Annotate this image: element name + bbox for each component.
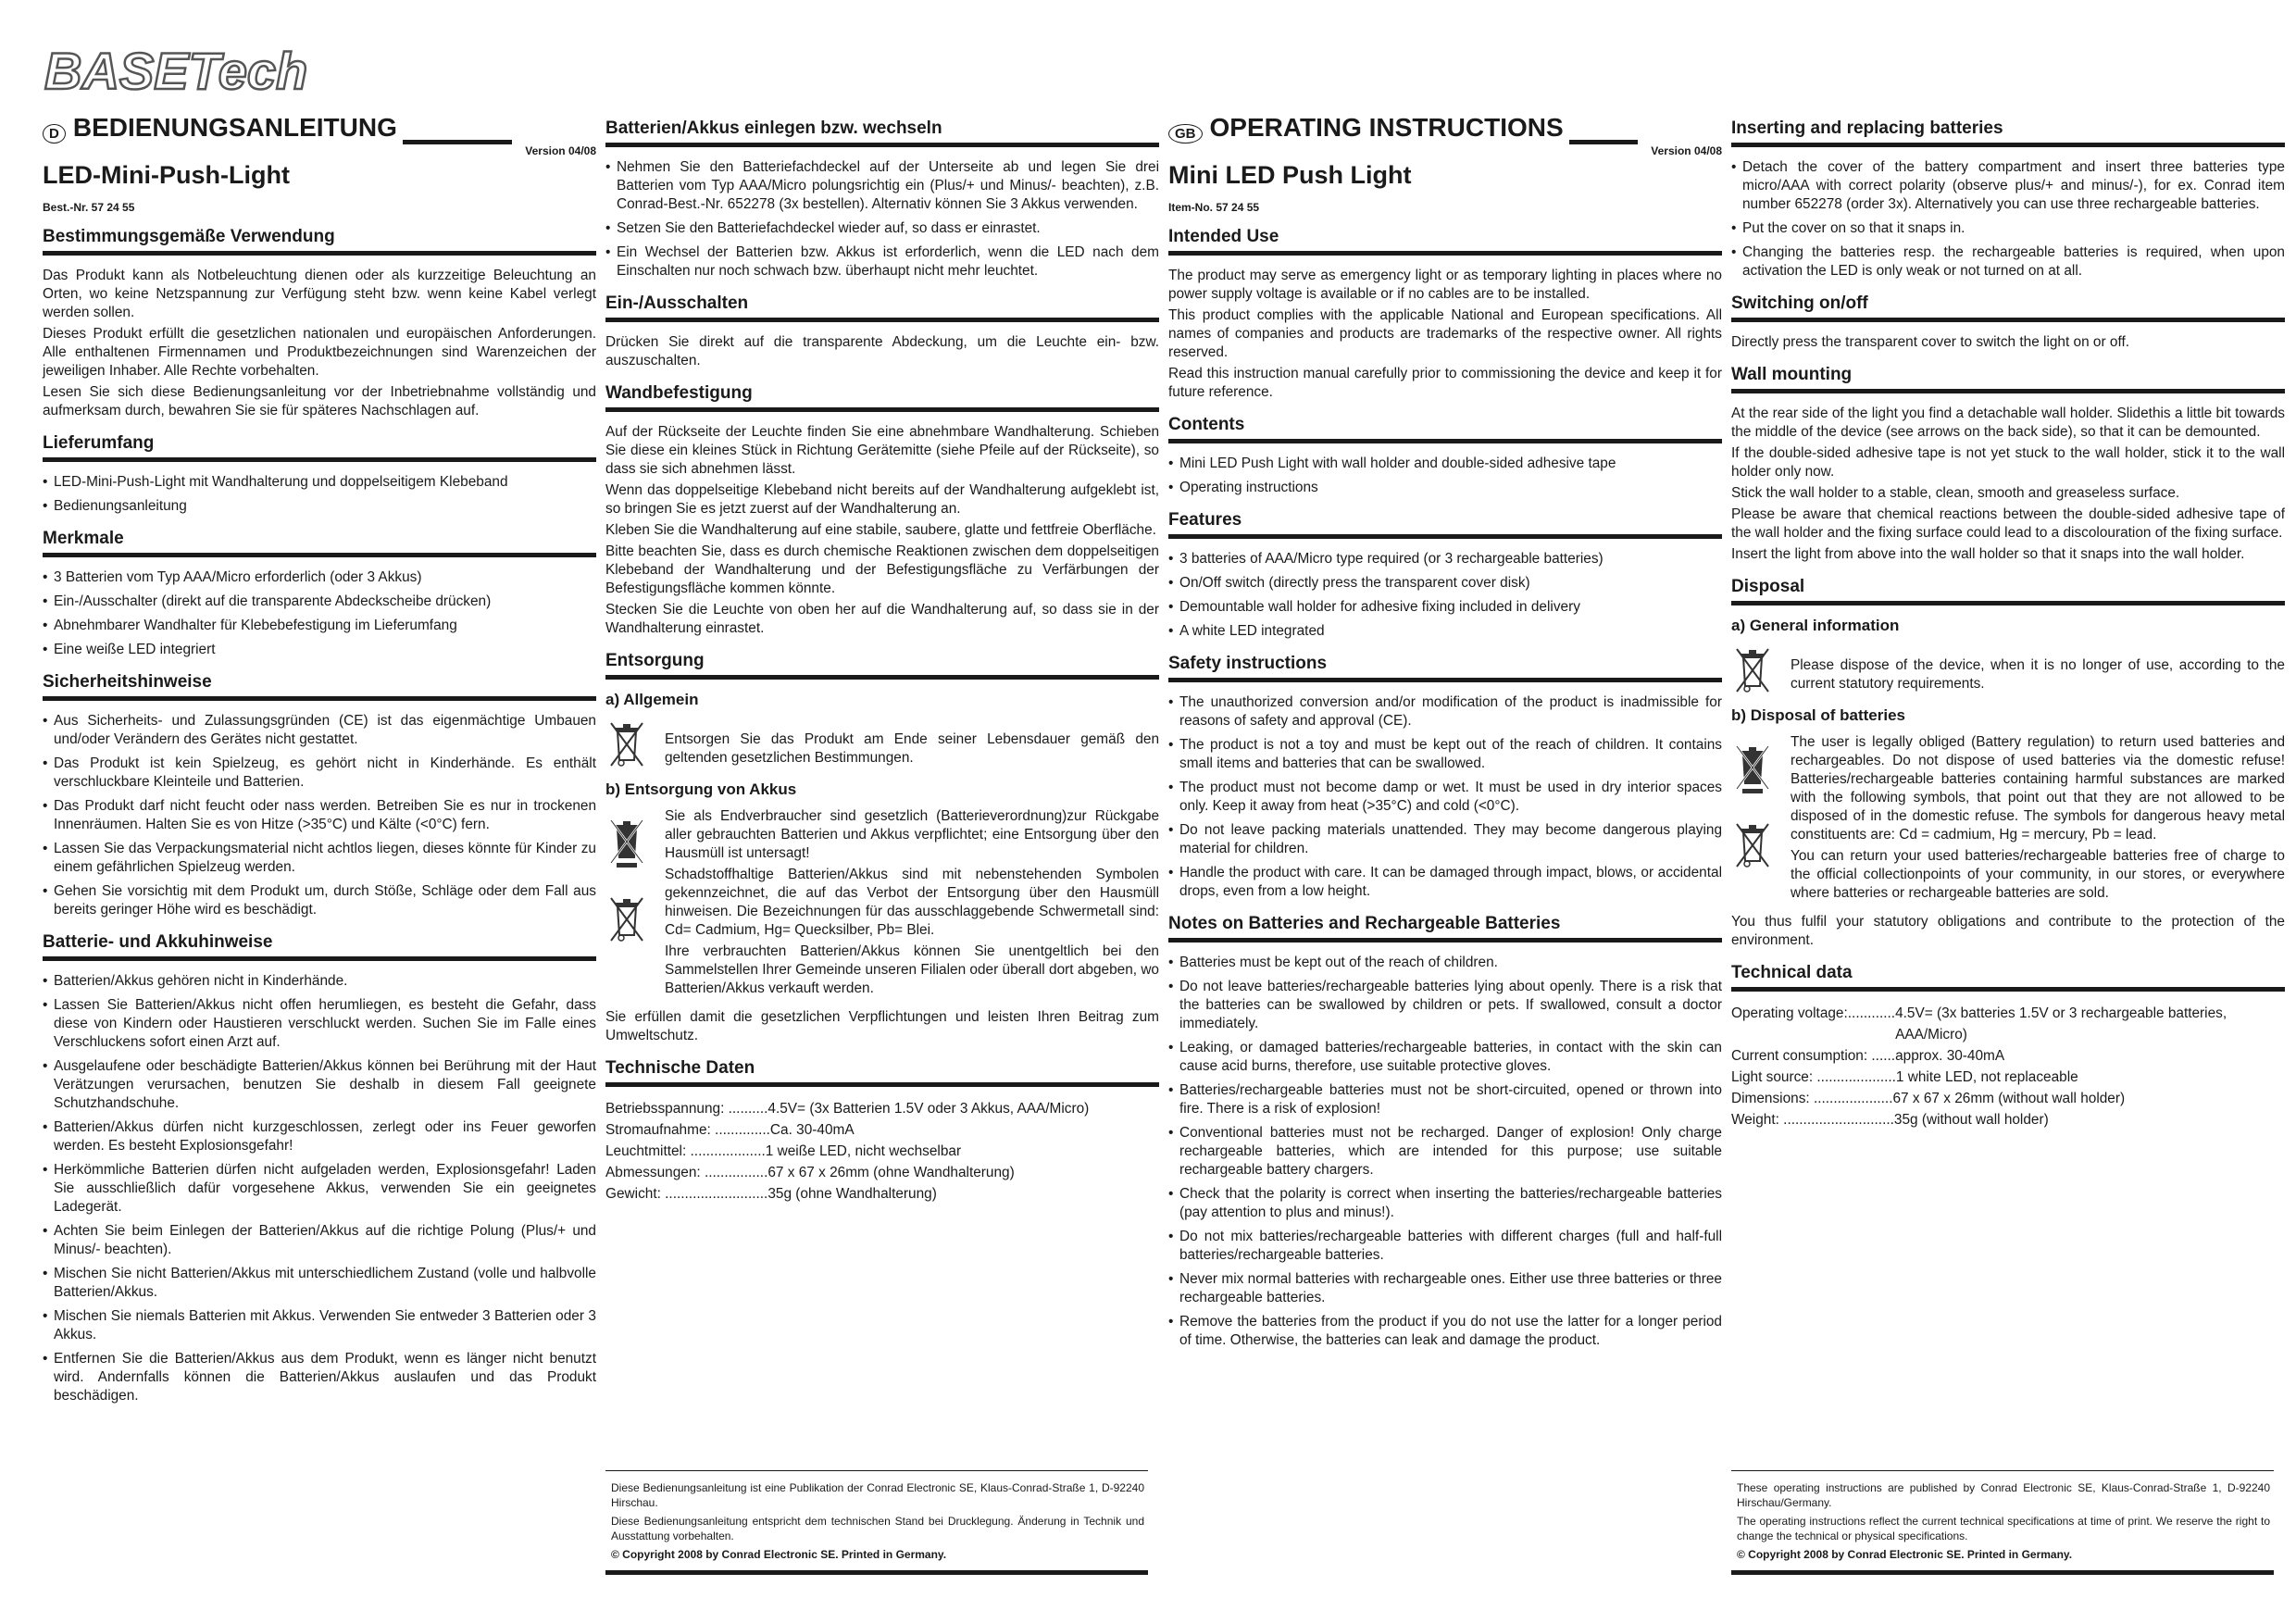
crossed-bin-icon [1731, 820, 1774, 872]
english-main-title: OPERATING INSTRUCTIONS [1209, 113, 1564, 142]
list-item: • The product is not a toy and must be kept out of the reach of children. It contains small items and batteries that can be swallowed. [1168, 736, 1722, 773]
english-item-number: Item-No. 57 24 55 [1168, 201, 1260, 214]
tech-row: Light source: .................... 1 white LED, not replaceable [1731, 1069, 2078, 1085]
lang-badge-gb: GB [1168, 124, 1203, 144]
german-column-1 [43, 113, 596, 1411]
german-title-bar [43, 113, 596, 157]
german-column-2 [605, 113, 1159, 1205]
paragraph: The product may serve as emergency light or as temporary lighting in places where no power supply voltage is available or if no cables are to be installed. [1168, 268, 1722, 302]
list-item: • Setzen Sie den Batteriefachdeckel wieder auf, so dass er einrastet. [605, 219, 1159, 238]
section-heading: Notes on Batteries and Rechargeable Batteries [1168, 914, 1722, 943]
section-heading: Contents [1168, 415, 1722, 443]
list-item: • On/Off switch (directly press the transparent cover disk) [1168, 574, 1722, 593]
basetech-logo [43, 43, 431, 98]
crossed-bin-icon [605, 719, 648, 771]
list-item: • Do not leave packing materials unattended. They may become dangerous playing material for children. [1168, 821, 1722, 858]
paragraph: You can return your used batteries/rechargeable batteries free of charge to the official collectionpoints of your community, in our stores, or everywhere where batteries or rechargeable batteries are sold. [1791, 848, 2285, 901]
lang-badge-de: D [43, 124, 66, 144]
sub-heading: a) Allgemein [605, 691, 699, 708]
paragraph: Please be aware that chemical reactions between the double-sided adhesive tape of the wall holder and the fixing surface could lead to a discolouration of the fixing surface. [1731, 506, 2285, 541]
section-heading: Entsorgung [605, 651, 1159, 680]
section-heading: Technische Daten [605, 1058, 1159, 1087]
list-item: • Ein-/Ausschalter (direkt auf die transparente Abdeckscheibe drücken) [43, 593, 596, 611]
german-product-title: LED-Mini-Push-Light [43, 161, 290, 189]
features-list [1168, 550, 1722, 641]
paragraph: Drücken Sie direkt auf die transparente Abdeckung, um die Leuchte ein- bzw. auszuschalten. [605, 334, 1159, 368]
disposal-general [605, 718, 1159, 771]
imprint-text: The operating instructions reflect the current technical specifications at time of print. We reserve the right to change the technical or physical specifications. [1737, 1515, 2270, 1542]
tech-row: Abmessungen: ................ 67 x 67 x 26mm (ohne Wandhalterung) [605, 1165, 1015, 1180]
tech-row: Gewicht: .......................... 35g (ohne Wandhalterung) [605, 1186, 937, 1202]
german-imprint [605, 1470, 1148, 1571]
section-heading: Disposal [1731, 577, 2285, 606]
tech-row: Dimensions: .................... 67 x 67 x 26mm (without wall holder) [1731, 1091, 2126, 1106]
section-heading: Sicherheitshinweise [43, 672, 596, 701]
english-column-2 [1731, 113, 2285, 1130]
list-item: • Gehen Sie vorsichtig mit dem Produkt um, durch Stöße, Schläge oder dem Fall aus bereits geringer Höhe wird es beschädigt. [43, 882, 596, 919]
battery-notes-list [43, 972, 596, 1405]
english-column-1 [1168, 113, 1722, 1355]
paragraph: This product complies with the applicable National and European specifications. All names of companies and products are trademarks of the respective owner. All rights reserved. [1168, 307, 1722, 360]
paragraph: Ihre verbrauchten Batterien/Akkus können Sie unentgeltlich bei den Sammelstellen Ihrer Gemeinde unseren Filialen oder überall dort abgeben, wo Batterien/Akkus verkauft werden. [665, 943, 1159, 996]
list-item: • Bedienungsanleitung [43, 497, 596, 516]
imprint-text: These operating instructions are published by Conrad Electronic SE, Klaus-Conrad-Straße 1, D-92240 Hirschau/Germany. [1737, 1481, 2270, 1509]
english-imprint [1731, 1470, 2274, 1571]
list-item: • Batterien/Akkus gehören nicht in Kinderhände. [43, 972, 596, 991]
list-item: • The product must not become damp or wet. It must be used in dry interior spaces only. Keep it away from heat (>35°C) and cold (<0°C). [1168, 779, 1722, 816]
list-item: • Herkömmliche Batterien dürfen nicht aufgeladen werden, Explosionsgefahr! Laden Sie ausschließlich dafür vorgesehene Akkus, verwenden Sie ein geeignetes Ladegerät. [43, 1161, 596, 1217]
imprint-text: Diese Bedienungsanleitung entspricht dem technischen Stand bei Drucklegung. Änderung in Technik und Ausstattung vorbehalten. [611, 1515, 1144, 1542]
safety-list [1168, 693, 1722, 901]
paragraph: Please dispose of the device, when it is no longer of use, according to the current statutory requirements. [1791, 657, 2285, 692]
crossed-bin-battery-icon [605, 817, 648, 868]
crossed-bin-icon [1731, 645, 1774, 697]
section-heading: Intended Use [1168, 227, 1722, 256]
list-item: • Detach the cover of the battery compartment and insert three batteries type micro/AAA with correct polarity (observe plus/+ and minus/-), for ex. Conrad item number 652278 (order 3x). Alternatively you can use three rechargeable batteries. [1731, 158, 2285, 214]
tech-row: Leuchtmittel: ................... 1 weiße LED, nicht wechselbar [605, 1143, 962, 1159]
section-heading: Merkmale [43, 529, 596, 557]
paragraph: Read this instruction manual carefully prior to commissioning the device and keep it for future reference. [1168, 366, 1722, 400]
paragraph: At the rear side of the light you find a detachable wall holder. Slidethis a little bit towards the middle of the device (see arrows on the back side), so that it can be demounted. [1731, 406, 2285, 440]
section-heading: Batterie- und Akkuhinweise [43, 932, 596, 961]
features-list [43, 568, 596, 659]
copyright: © Copyright 2008 by Conrad Electronic SE. Printed in Germany. [1737, 1548, 2073, 1561]
paragraph: Bitte beachten Sie, dass es durch chemische Reaktionen zwischen dem doppelseitigen Klebeband der Wandhalterung und der Befestigungsfläche zu Verfärbungen der Befestigungsfläche kommen könnte. [605, 543, 1159, 596]
paragraph: Lesen Sie sich diese Bedienungsanleitung vor der Inbetriebnahme vollständig und aufmerksam durch, bewahren Sie sie für späteres Nachschlagen auf. [43, 384, 596, 418]
crossed-bin-icon [605, 894, 648, 946]
list-item: • Mischen Sie niemals Batterien mit Akkus. Verwenden Sie entweder 3 Batterien oder 3 Akkus. [43, 1307, 596, 1344]
disposal-batteries [1731, 733, 2285, 905]
german-main-title: BEDIENUNGSANLEITUNG [72, 113, 397, 142]
paragraph: Insert the light from above into the wall holder so that it snaps into the wall holder. [1731, 546, 2245, 562]
paragraph: The user is legally obliged (Battery regulation) to return used batteries and rechargeables. Do not dispose of used batteries via the domestic refuse! Batteries/rechargeable batteries containing harmful substances are marked with the following symbols, that point out that they are not allowed to be disposed of in the domestic refuse. The symbols for dangerous heavy metal constituents are: Cd = cadmium, Hg = mercury, Pb = lead. [1791, 734, 2285, 843]
list-item: • Leaking, or damaged batteries/rechargeable batteries, in contact with the skin can cause acid burns, therefore, use suitable protective gloves. [1168, 1039, 1722, 1076]
section-heading: Technical data [1731, 963, 2285, 992]
list-item: • Entfernen Sie die Batterien/Akkus aus dem Produkt, wenn es länger nicht benutzt wird. Andernfalls können die Batterien/Akkus auslaufen und das Produkt beschädigen. [43, 1350, 596, 1405]
german-item-number: Best.-Nr. 57 24 55 [43, 201, 135, 214]
section-heading: Inserting and replacing batteries [1731, 119, 2285, 147]
section-heading: Safety instructions [1168, 654, 1722, 682]
tech-data-table [605, 1098, 1159, 1205]
disposal-batteries [605, 807, 1159, 1001]
tech-row: Stromaufnahme: .............. Ca. 30-40mA [605, 1122, 855, 1138]
list-item: • Das Produkt darf nicht feucht oder nass werden. Betreiben Sie es nur in trockenen Innenräumen. Halten Sie es von Hitze (>35°C) und Kälte (<0°C) fern. [43, 797, 596, 834]
list-item: • Mini LED Push Light with wall holder and double-sided adhesive tape [1168, 455, 1722, 473]
paragraph: Directly press the transparent cover to switch the light on or off. [1731, 334, 2129, 350]
battery-notes-list [1168, 954, 1722, 1350]
sub-heading: b) Disposal of batteries [1731, 706, 1905, 724]
insert-list [605, 158, 1159, 281]
german-version: Version 04/08 [525, 144, 596, 157]
english-version: Version 04/08 [1651, 144, 1722, 157]
crossed-bin-battery-icon [1731, 743, 1774, 794]
paragraph: Stecken Sie die Leuchte von oben her auf die Wandhalterung auf, so dass sie in der Wandhalterung einrastet. [605, 602, 1159, 636]
list-item: • Do not mix batteries/rechargeable batteries with different charges (full and half-full batteries/rechargeable batteries. [1168, 1228, 1722, 1265]
list-item: • Ausgelaufene oder beschädigte Batterien/Akkus können bei Berührung mit der Haut Verätzungen verursachen, benutzen Sie deshalb in diesem Fall geeignete Schutzhandschuhe. [43, 1057, 596, 1113]
list-item: • Nehmen Sie den Batteriefachdeckel auf der Unterseite ab und legen Sie drei Batterien vom Typ AAA/Micro polungsrichtig ein (Plus/+ und Minus/- beachten), z.B. Conrad-Best.-Nr. 652278 (3x bestellen). Alternativ können Sie 3 Akkus verwenden. [605, 158, 1159, 214]
paragraph: Entsorgen Sie das Produkt am Ende seiner Lebensdauer gemäß den geltenden gesetzlichen Bestimmungen. [665, 731, 1159, 766]
paragraph: Stick the wall holder to a stable, clean, smooth and greaseless surface. [1731, 485, 2180, 501]
section-heading: Lieferumfang [43, 433, 596, 462]
english-product-title: Mini LED Push Light [1168, 161, 1412, 189]
list-item: • Batteries must be kept out of the reach of children. [1168, 954, 1722, 972]
section-heading: Ein-/Ausschalten [605, 293, 1159, 322]
paragraph: Kleben Sie die Wandhalterung auf eine stabile, saubere, glatte und fettfreie Oberfläche. [605, 522, 1156, 538]
disposal-general [1731, 643, 2285, 697]
section-heading: Wall mounting [1731, 365, 2285, 393]
list-item: • Demountable wall holder for adhesive fixing included in delivery [1168, 598, 1722, 617]
tech-row: Betriebsspannung: .......... 4.5V= (3x Batterien 1.5V oder 3 Akkus, AAA/Micro) [605, 1101, 1090, 1117]
insert-list [1731, 158, 2285, 281]
safety-list [43, 712, 596, 919]
list-item: • Aus Sicherheits- und Zulassungsgründen (CE) ist das eigenmächtige Umbauen und/oder Verändern des Gerätes nicht gestattet. [43, 712, 596, 749]
contents-list [1168, 455, 1722, 497]
tech-row: Current consumption: ...... approx. 30-40mA [1731, 1048, 2005, 1064]
copyright: © Copyright 2008 by Conrad Electronic SE. Printed in Germany. [611, 1548, 947, 1561]
tech-row: Weight: ............................ 35g (without wall holder) [1731, 1112, 2049, 1128]
list-item: • Batteries/rechargeable batteries must not be short-circuited, opened or thrown into fire. There is a risk of explosion! [1168, 1081, 1722, 1118]
list-item: • Handle the product with care. It can be damaged through impact, blows, or accidental drops, even from a low height. [1168, 864, 1722, 901]
list-item: • 3 Batterien vom Typ AAA/Micro erforderlich (oder 3 Akkus) [43, 568, 596, 587]
list-item: • Mischen Sie nicht Batterien/Akkus mit unterschiedlichem Zustand (volle und halbvolle Batterien/Akkus. [43, 1265, 596, 1302]
sub-heading: a) General information [1731, 617, 1900, 634]
list-item: • The unauthorized conversion and/or modification of the product is inadmissible for reasons of safety and approval (CE). [1168, 693, 1722, 730]
paragraph: Das Produkt kann als Notbeleuchtung dienen oder als kurzzeitige Beleuchtung an Orten, wo keine Netzspannung zur Verfügung steht bzw. wenn keine Kabel verlegt werden sollen. [43, 268, 596, 320]
contents-list [43, 473, 596, 516]
list-item: • Eine weiße LED integriert [43, 641, 596, 659]
list-item: • Put the cover on so that it snaps in. [1731, 219, 2285, 238]
list-item: • Do not leave batteries/rechargeable batteries lying about openly. There is a risk that the batteries can be swallowed by children or pets. If swallowed, consult a doctor immediately. [1168, 978, 1722, 1033]
list-item: • Achten Sie beim Einlegen der Batterien/Akkus auf die richtige Polung (Plus/+ und Minus/- beachten). [43, 1222, 596, 1259]
list-item: • Conventional batteries must not be recharged. Danger of explosion! Only charge rechargeable batteries, which are intended for this purpose; use suitable rechargeable battery chargers. [1168, 1124, 1722, 1180]
logo-text: BASETech [44, 43, 308, 98]
list-item: • Das Produkt ist kein Spielzeug, es gehört nicht in Kinderhände. Es enthält verschluckbare Kleinteile und Batterien. [43, 755, 596, 792]
section-heading: Features [1168, 510, 1722, 539]
paragraph: Wenn das doppelseitige Klebeband nicht bereits auf der Wandhalterung aufgeklebt ist, so bringen Sie es jetzt zuerst auf der Wandhalterung an. [605, 482, 1159, 517]
list-item: • Never mix normal batteries with rechargeable ones. Either use three batteries or three rechargeable batteries. [1168, 1270, 1722, 1307]
list-item: • Batterien/Akkus dürfen nicht kurzgeschlossen, zerlegt oder ins Feuer geworfen werden. Es besteht Explosionsgefahr! [43, 1118, 596, 1155]
english-title-bar [1168, 113, 1722, 157]
paragraph: Auf der Rückseite der Leuchte finden Sie eine abnehmbare Wandhalterung. Schieben Sie diese ein kleines Stück in Richtung Gerätemitte (siehe Pfeile auf der Rückseite), so dass sie sich abnehmen lässt. [605, 424, 1159, 477]
list-item: • LED-Mini-Push-Light mit Wandhalterung und doppelseitigem Klebeband [43, 473, 596, 492]
section-heading: Switching on/off [1731, 293, 2285, 322]
sub-heading: b) Entsorgung von Akkus [605, 780, 797, 798]
paragraph: If the double-sided adhesive tape is not yet stuck to the wall holder, stick it to the wall holder only now. [1731, 445, 2285, 480]
list-item: • 3 batteries of AAA/Micro type required (or 3 rechargeable batteries) [1168, 550, 1722, 568]
list-item: • Operating instructions [1168, 479, 1722, 497]
paragraph: Sie als Endverbraucher sind gesetzlich (Batterieverordnung)zur Rückgabe aller gebrauchten Batterien und Akkus verpflichtet; eine Entsorgung über den Hausmüll ist untersagt! [665, 808, 1159, 861]
list-item: • Lassen Sie Batterien/Akkus nicht offen herumliegen, es besteht die Gefahr, dass diese von Kindern oder Haustieren verschluckt werden. Suchen Sie im Falle eines Verschluckens sofort einen Arzt auf. [43, 996, 596, 1052]
list-item: • A white LED integrated [1168, 622, 1722, 641]
imprint-text: Diese Bedienungsanleitung ist eine Publikation der Conrad Electronic SE, Klaus-Conrad-Straße 1, D-92240 Hirschau. [611, 1481, 1144, 1509]
tech-data-table [1731, 1003, 2285, 1130]
section-heading: Wandbefestigung [605, 383, 1159, 412]
paragraph: You thus fulfil your statutory obligations and contribute to the protection of the environment. [1731, 914, 2285, 948]
section-heading: Batterien/Akkus einlegen bzw. wechseln [605, 119, 1159, 147]
paragraph: Schadstoffhaltige Batterien/Akkus sind mit nebenstehenden Symbolen gekennzeichnet, die auf das Verbot der Entsorgung über den Hausmüll hinweisen. Die Bezeichnungen für das ausschlaggebende Schwermetall sind: Cd= Cadmium, Hg= Quecksilber, Pb= Blei. [665, 867, 1159, 938]
list-item: • Check that the polarity is correct when inserting the batteries/rechargeable batteries (pay attention to plus and minus!). [1168, 1185, 1722, 1222]
section-heading: Bestimmungsgemäße Verwendung [43, 227, 596, 256]
paragraph: Dieses Produkt erfüllt die gesetzlichen nationalen und europäischen Anforderungen. Alle enthaltenen Firmennamen und Produktbezeichnungen sind Warenzeichen der jeweiligen Inhaber. Alle Rechte vorbehalten. [43, 326, 596, 379]
list-item: • Abnehmbarer Wandhalter für Klebebefestigung im Lieferumfang [43, 617, 596, 635]
list-item: • Remove the batteries from the product if you do not use the latter for a longer period of time. Otherwise, the batteries can leak and damage the product. [1168, 1313, 1722, 1350]
list-item: • Ein Wechsel der Batterien bzw. Akkus ist erforderlich, wenn die LED nach dem Einschalten nur noch schwach bzw. überhaupt nicht mehr leuchtet. [605, 243, 1159, 281]
list-item: • Changing the batteries resp. the rechargeable batteries is required, when upon activation the LED is only weak or not turned on at all. [1731, 243, 2285, 281]
tech-row: Operating voltage:............ 4.5V= (3x batteries 1.5V or 3 rechargeable batteries, AAA/Micro) [1731, 1005, 2227, 1042]
paragraph: Sie erfüllen damit die gesetzlichen Verpflichtungen und leisten Ihren Beitrag zum Umweltschutz. [605, 1009, 1159, 1043]
list-item: • Lassen Sie das Verpackungsmaterial nicht achtlos liegen, dieses könnte für Kinder zu einem gefährlichen Spielzeug werden. [43, 840, 596, 877]
